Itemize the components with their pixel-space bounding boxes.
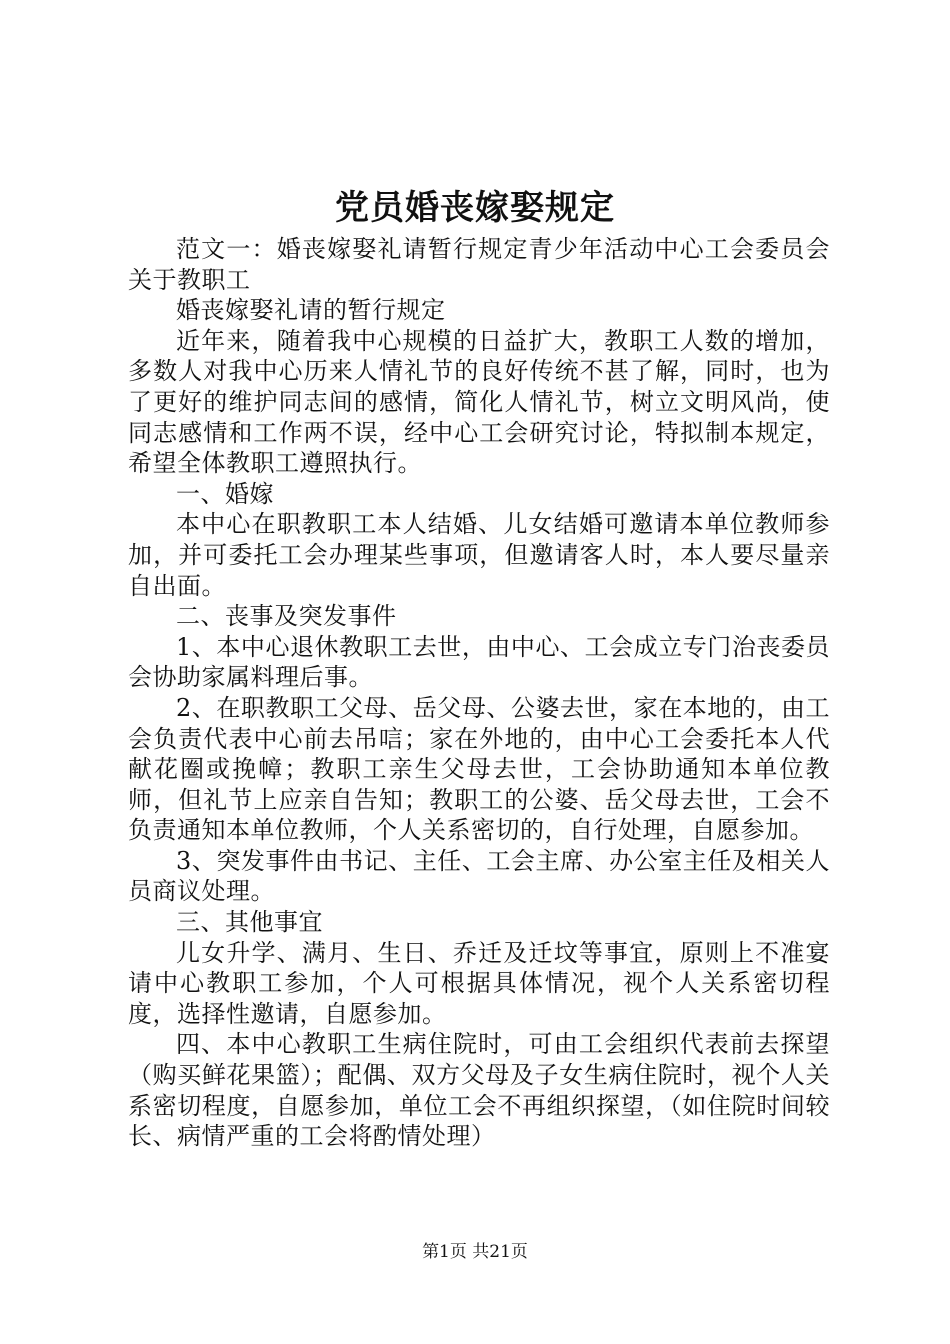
document-body [128, 234, 830, 1152]
paragraph-2: 婚丧嫁娶礼请的暂行规定 [176, 296, 446, 325]
page-footer: 第1页 共21页 [422, 1242, 528, 1262]
paragraph-1: 范文一：婚丧嫁娶礼请暂行规定青少年活动中心工会委员会关于教职工 [128, 235, 830, 294]
paragraph-3: 近年来，随着我中心规模的日益扩大，教职工人数的增加，多数人对我中心历来人情礼节的良好传统不甚了解，同时，也为了更好的维护同志间的感情，简化人情礼节，树立文明风尚，使同志感情和工作两不误，经中心工会研究讨论，特拟制本规定，希望全体教职工遵照执行。 [128, 326, 830, 478]
section-heading-3: 三、其他事宜 [176, 908, 323, 937]
section-heading-2: 二、丧事及突发事件 [176, 602, 397, 631]
paragraph-7: 3、突发事件由书记、主任、工会主席、办公室主任及相关人员商议处理。 [128, 846, 830, 906]
document-title: 党员婚丧嫁娶规定 [335, 188, 615, 228]
paragraph-9: 四、本中心教职工生病住院时，可由工会组织代表前去探望（购买鲜花果篮）；配偶、双方父母及子女生病住院时，视个人关系密切程度，自愿参加，单位工会不再组织探望，（如住院时间较长、病情严重的工会将酌情处理） [128, 1030, 830, 1151]
paragraph-5: 1、本中心退休教职工去世，由中心、工会成立专门治丧委员会协助家属料理后事。 [128, 632, 830, 692]
paragraph-8: 儿女升学、满月、生日、乔迁及迁坟等事宜，原则上不准宴请中心教职工参加，个人可根据具体情况，视个人关系密切程度，选择性邀请，自愿参加。 [128, 938, 830, 1028]
paragraph-4: 本中心在职教职工本人结婚、儿女结婚可邀请本单位教师参加，并可委托工会办理某些事项，但邀请客人时，本人要尽量亲自出面。 [128, 510, 830, 600]
section-heading-1: 一、婚嫁 [176, 479, 274, 508]
paragraph-6: 2、在职教职工父母、岳父母、公婆去世，家在本地的，由工会负责代表中心前去吊唁；家在外地的，由中心工会委托本人代献花圈或挽幛；教职工亲生父母去世，工会协助通知本单位教师，但礼节上应亲自告知；教职工的公婆、岳父母去世，工会不负责通知本单位教师，个人关系密切的，自行处理，自愿参加。 [128, 693, 830, 845]
